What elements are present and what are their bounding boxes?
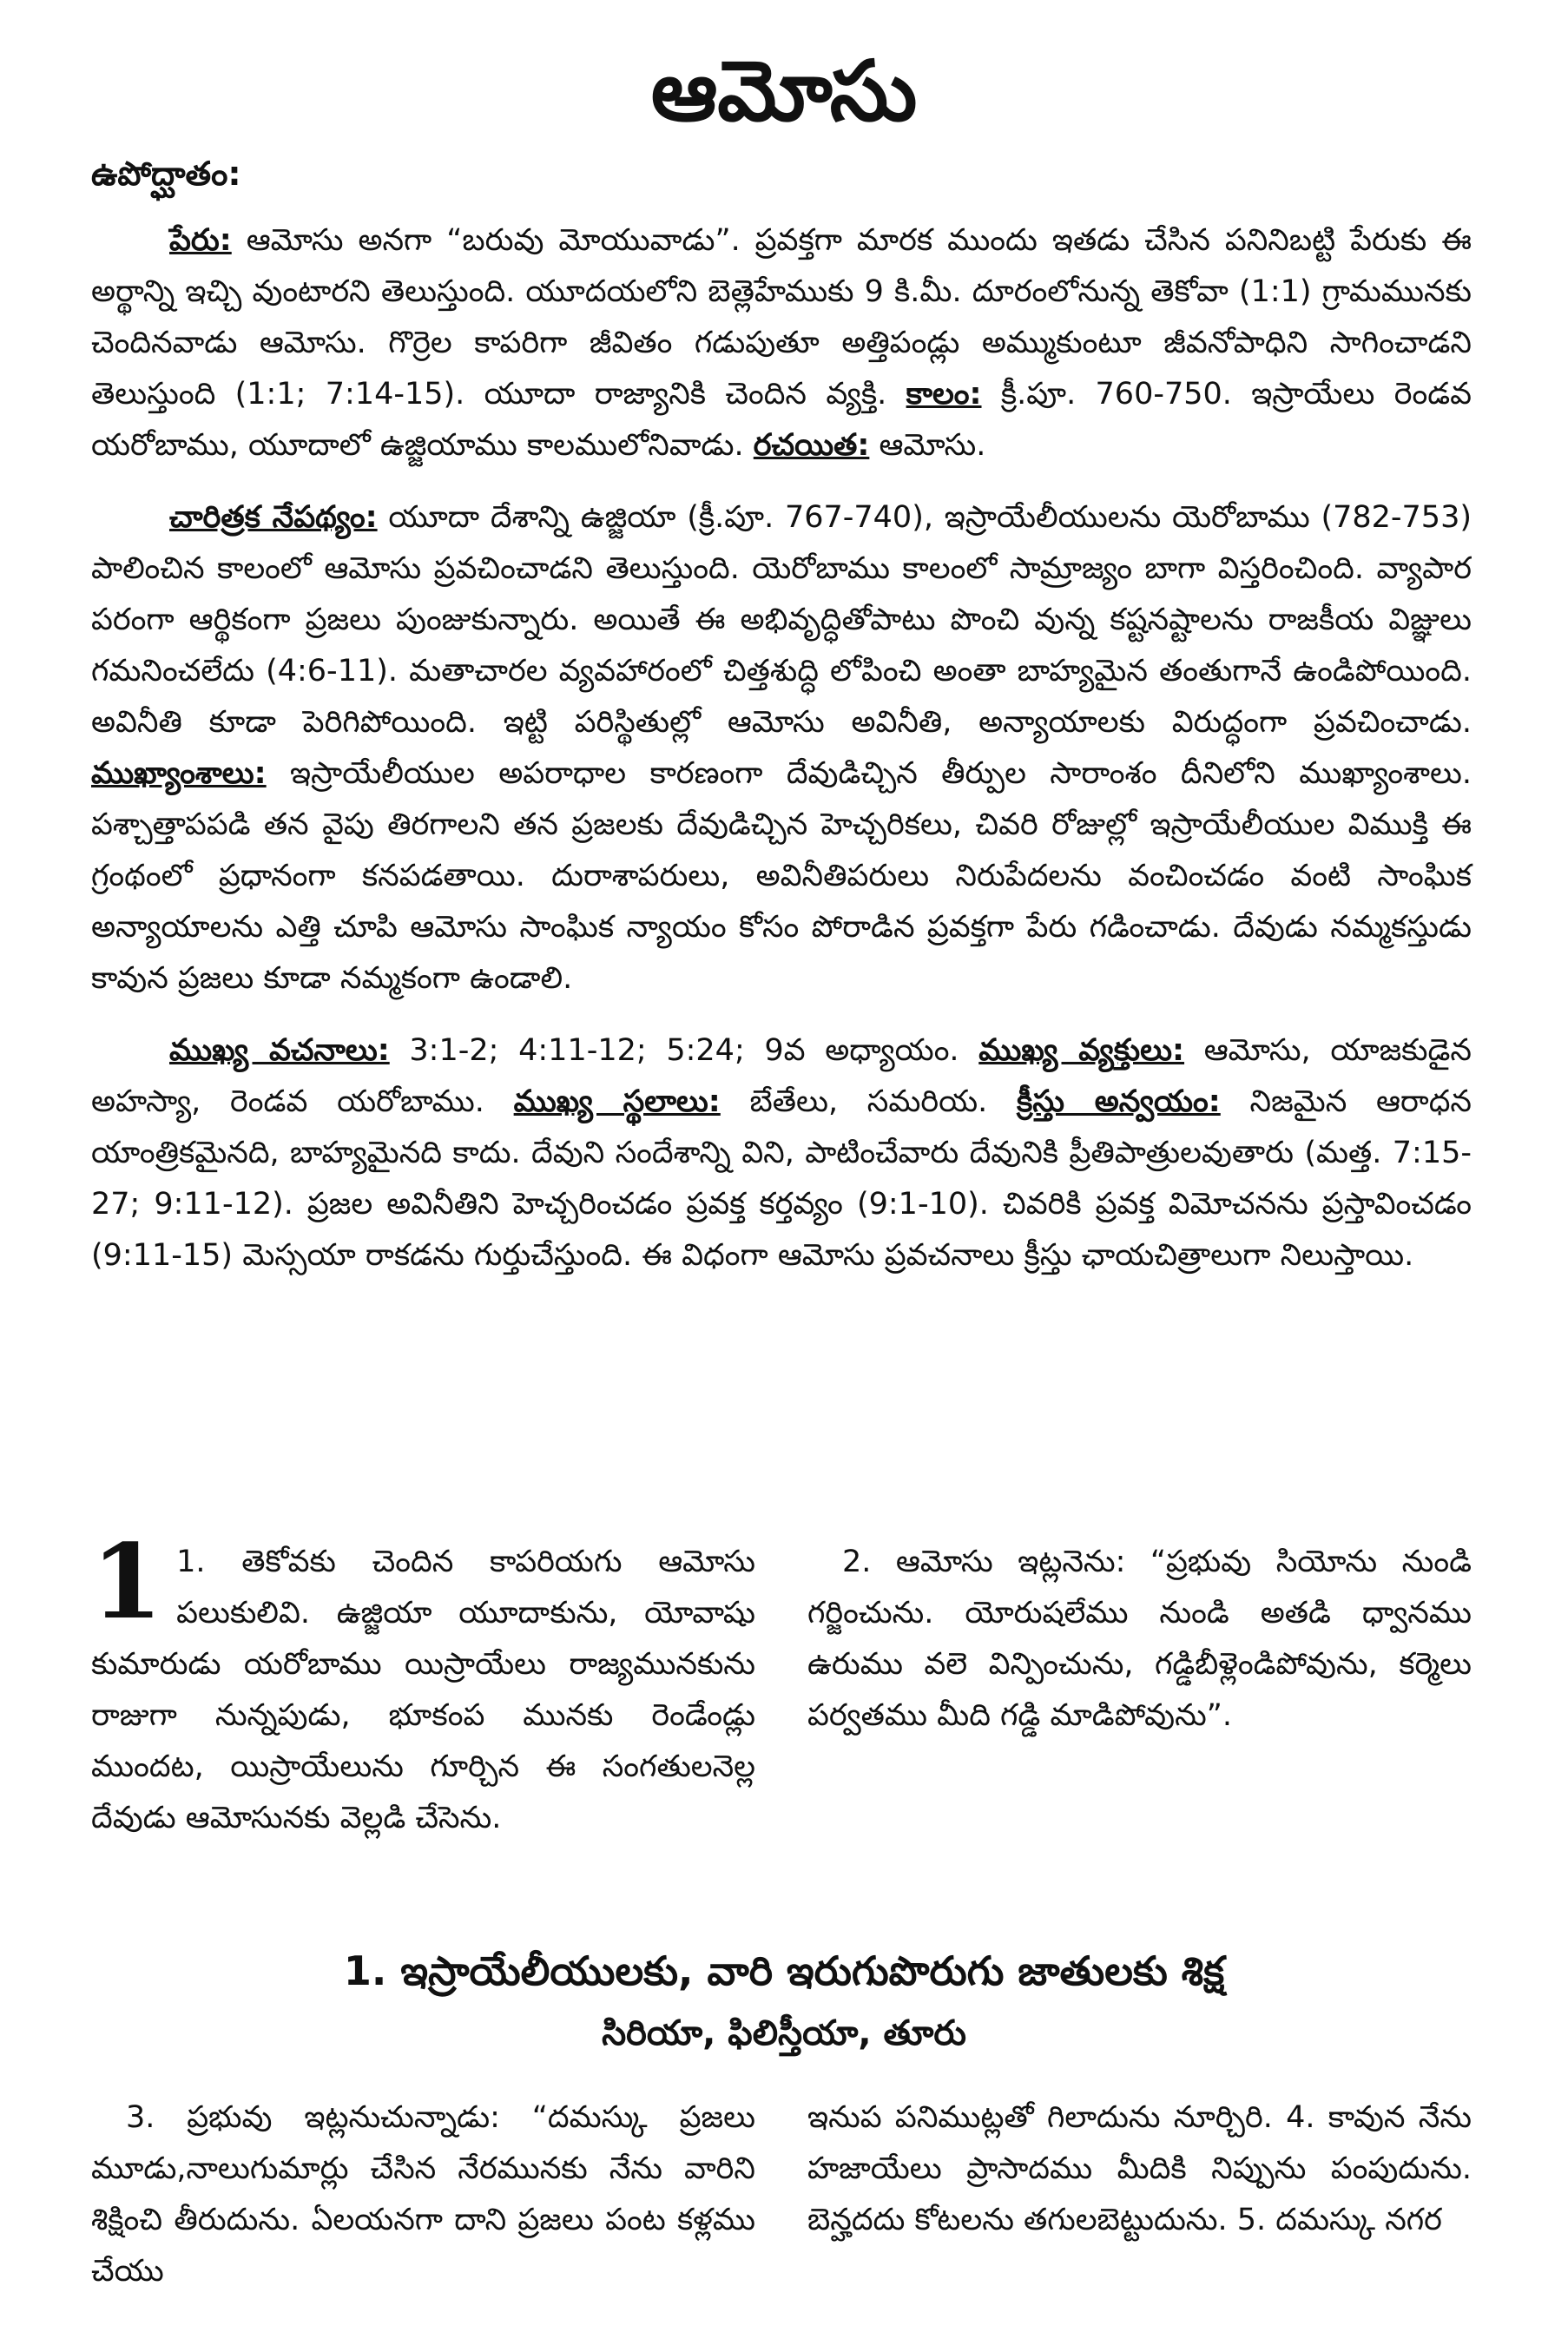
text-background: యూదా దేశాన్ని ఉజ్జియా (క్రీ.పూ. 767-740), ఇస్రాయేలీయులను యెరోబాము (782-753) పాలించిన కాలంలో ఆమోసు ప్రవచించాడని తెలుస్తుంది. యెరోబాము కాలంలో సామ్రాజ్యం బాగా విస్తరించింది. వ్యాపార పరంగా ఆర్థికంగా ప్రజలు పుంజుకున్నారు. అయితే ఈ అభివృద్ధితోపాటు పొంచి వున్న కష్టనష్టాలను రాజకీయ విజ్ఞులు గమనించలేదు (4:6-11). మతాచారల వ్యవహారంలో చిత్తశుద్ధి లోపించి అంతా బాహ్యమైన తంతుగానే ఉండిపోయింది. అవినీతి కూడా పెరిగిపోయింది. ఇట్టి పరిస్థితుల్లో ఆమోసు అవినీతి, అన్యాయాలకు విరుద్ధంగా ప్రవచించాడు. bbox=[91, 500, 1472, 740]
intro-heading: ఉపోద్ఘాతం: bbox=[91, 155, 241, 193]
text-author: ఆమోసు. bbox=[869, 428, 986, 463]
text-key-verses: 3:1-2; 4:11-12; 5:24; 9వ అధ్యాయం. bbox=[389, 1033, 979, 1068]
text-key-places: బేతేలు, సమరియ. bbox=[720, 1084, 1018, 1119]
label-name: పేరు: bbox=[169, 223, 232, 258]
verse-2: 2. ఆమోసు ఇట్లనెను: “ప్రభువు సియోను నుండి గర్జించును. యోరుషలేము నుండి అతడి ధ్వానము ఉరుము వలె విన్పించును, గడ్డిబీళ్లెండిపోవును, కర్మెలు పర్వతము మీది గడ్డి మాడిపోవును”. bbox=[807, 1545, 1472, 1733]
label-author: రచయిత: bbox=[753, 428, 870, 463]
text-time: క్రీ.పూ. 760-750. ఇస్రాయేలు రెండవ యరోబాము, యూదాలో ఉజ్జియాము కాలములోనివాడు. bbox=[91, 377, 1472, 463]
label-key-places: ముఖ్య స్థలాలు: bbox=[513, 1084, 721, 1119]
label-background: చారిత్రక నేపథ్యం: bbox=[169, 500, 378, 535]
right-column bbox=[807, 1537, 1472, 1844]
label-key-verses: ముఖ్య వచనాలు: bbox=[169, 1033, 390, 1068]
right-column-2 bbox=[807, 2092, 1472, 2297]
text-key-people: ఆమోసు, యాజకుడైన అహస్యా, రెండవ యరోబాము. bbox=[91, 1033, 1472, 1119]
section-title: 1. ఇస్రాయేలీయులకు, వారి ఇరుగుపొరుగు జాతులకు శిక్ష bbox=[343, 1947, 1225, 1994]
label-themes: ముఖ్యాంశాలు: bbox=[91, 756, 267, 791]
left-column-2 bbox=[91, 2092, 755, 2297]
text-name: ఆమోసు అనగా “బరువు మోయువాడు”. ప్రవక్తగా మారక ముందు ఇతడు చేసిన పనినిబట్టి పేరుకు ఈ అర్థాన్ని ఇచ్చి వుంటారని తెలుస్తుంది. యూదయలోని బెత్లెహేముకు 9 కి.మీ. దూరంలోనున్న తెకోవా (1:1) గ్రామమునకు చెందినవాడు ఆమోసు. గొర్రెల కాపరిగా జీవితం గడుపుతూ అత్తిపండ్లు అమ్ముకుంటూ జీవనోపాధిని సాగించాడని తెలుస్తుంది (1:1; 7:14-15). యూదా రాజ్యానికి చెందిన వ్యక్తి. bbox=[91, 223, 1472, 412]
verse-3: 3. ప్రభువు ఇట్లనుచున్నాడు: “దమస్కు ప్రజలు మూడు,నాలుగుమార్లు చేసిన నేరమునకు నేను వారిని శిక్షించి తీరుదును. ఏలయనగా దాని ప్రజలు పంట కళ్లము చేయు bbox=[91, 2100, 755, 2289]
intro-paragraph-name bbox=[91, 215, 1472, 471]
section-subtitle: సిరియా, ఫిలిస్తీయా, తూరు bbox=[602, 2013, 966, 2053]
text-themes: ఇస్రాయేలీయుల అపరాధాల కారణంగా దేవుడిచ్చిన తీర్పుల సారాంశం దీనిలోని ముఖ్యాంశాలు. పశ్చాత్తాపపడి తన వైపు తిరగాలని తన ప్రజలకు దేవుడిచ్చిన హెచ్చరికలు, చివరి రోజుల్లో ఇస్రాయేలీయుల విముక్తి ఈ గ్రంథంలో ప్రధానంగా కనపడతాయి. దురాశాపరులు, అవినీతిపరులు నిరుపేదలను వంచించడం వంటి సాంఘిక అన్యాయాలను ఎత్తి చూపి ఆమోసు సాంఘిక న్యాయం కోసం పోరాడిన ప్రవక్తగా పేరు గడించాడు. దేవుడు నమ్మకస్తుడు కావున ప్రజలు కూడా నమ్మకంగా ఉండాలి. bbox=[91, 756, 1472, 996]
page-title: ఆమోసు bbox=[650, 43, 918, 140]
intro-paragraph-key bbox=[91, 1025, 1472, 1281]
section-columns bbox=[91, 2092, 1472, 2297]
intro-paragraph-background bbox=[91, 492, 1472, 1005]
text-christ: నిజమైన ఆరాధన యాంత్రికమైనది, బాహ్యమైనది కాదు. దేవుని సందేశాన్ని విని, పాటించేవారు దేవునికి ప్రీతిపాత్రులవుతారు (మత్త. 7:15-27; 9:11-12). ప్రజల అవినీతిని హెచ్చరించడం ప్రవక్త కర్తవ్యం (9:1-10). చివరికి ప్రవక్త విమోచనను ప్రస్తావించడం (9:11-15) మెస్సయా రాకడను గుర్తుచేస్తుంది. ఈ విధంగా ఆమోసు ప్రవచనాలు క్రీస్తు ఛాయచిత్రాలుగా నిలుస్తాయి. bbox=[91, 1084, 1472, 1273]
left-column bbox=[91, 1521, 755, 1844]
introduction bbox=[91, 215, 1472, 1302]
verse-3-continued: ఇనుప పనిముట్లతో గిలాదును నూర్చిరి. 4. కావున నేను హజాయేలు ప్రాసాదము మీదికి నిప్పును పంపుదును. బెన్హదదు కోటలను తగులబెట్టుదును. 5. దమస్కు నగర bbox=[807, 2100, 1472, 2237]
verse-1: 1. తెకోవకు చెందిన కాపరియగు ఆమోసు పలుకులివి. ఉజ్జియా యూదాకును, యోవాషు కుమారుడు యరోబాము యిస్రాయేలు రాజ్యమునకును రాజుగా నున్నపుడు, భూకంప మునకు రెండేండ్లు ముందట, యిస్రాయేలును గూర్చిన ఈ సంగతులనెల్ల దేవుడు ఆమోసునకు వెల్లడి చేసెను. bbox=[91, 1545, 755, 1835]
chapter-number: 1 bbox=[91, 1521, 163, 1642]
label-key-people: ముఖ్య వ్యక్తులు: bbox=[978, 1033, 1185, 1068]
label-christ: క్రీస్తు అన్వయం: bbox=[1017, 1084, 1221, 1119]
chapter-columns bbox=[91, 1521, 1472, 1844]
label-time: కాలం: bbox=[906, 377, 982, 412]
